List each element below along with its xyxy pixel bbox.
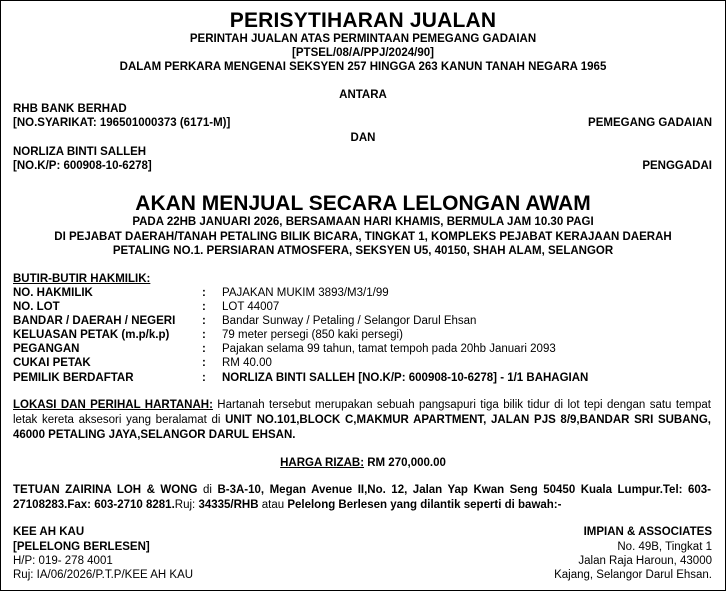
row-colon: : [202,301,206,313]
row-colon: : [202,372,206,384]
row-label: PEGANGAN [13,343,80,355]
chargor-name: NORLIZA BINTI SALLEH [13,146,147,158]
row-label: NO. HAKMILIK [13,287,93,299]
chargor-ic: [NO.K/P: 600908-10-6278] [13,160,152,172]
row-colon: : [202,315,206,327]
reserve-price-value: RM 270,000.00 [364,457,446,469]
chargee-role: PEMEGANG GADAIAN [588,117,712,129]
between-label: ANTARA [339,89,387,101]
row-value: PAJAKAN MUKIM 3893/M3/1/99 [222,287,389,299]
row-label: BANDAR / DAERAH / NEGERI [13,315,176,327]
notice-title: PERISYTIHARAN JUALAN [229,9,497,32]
location-text: Hartanah tersebut merupakan sebuah pangsapuri tiga bilik tidur di lot tepi dengan satu tempat letak kereta aksesori yang beralamat di [13,399,711,426]
chargor-role: PENGGADAI [642,160,712,172]
and-label: DAN [350,132,376,144]
auctioneer-title: [PELELONG BERLESEN] [13,541,150,553]
location-description [13,398,711,443]
solicitor-connector: di [197,484,218,496]
chargee-name: RHB BANK BERHAD [13,103,127,115]
row-value: Bandar Sunway / Petaling / Selangor Darul Ehsan [222,315,477,327]
row-value: LOT 44007 [222,301,280,313]
row-colon: : [202,287,206,299]
reserve-price-label: HARGA RIZAB: [280,457,365,469]
company-address-line1: No. 49B, Tingkat 1 [617,541,712,553]
reserve-price [1,456,725,471]
reference-number: [PTSEL/08/A/PPJ/2024/90] [292,47,434,59]
solicitor-address: B-3A-10, Megan Avenue II,No. 12, Jalan Yap Kwan Seng 50450 Kuala Lumpur.Tel: 603-27108283.Fax: 603-2710 8281. [13,484,711,511]
auction-venue-line2: PETALING NO.1. PERSIARAN ATMOSFERA, SEKSYEN U5, 40150, SHAH ALAM, SELANGOR [112,245,614,257]
row-label: CUKAI PETAK [13,357,91,369]
notice-subtitle: PERINTAH JUALAN ATAS PERMINTAAN PEMEGANG GADAIAN [189,33,537,45]
solicitor-firm: TETUAN ZAIRINA LOH & WONG [13,484,198,496]
row-label: KELUASAN PETAK (m.p/k.p) [13,329,170,341]
row-value: Pajakan selama 99 tahun, tamat tempoh pada 20hb Januari 2093 [222,343,556,355]
auctioneer-ref: Ruj: IA/06/2026/P.T.P/KEE AH KAU [13,569,194,581]
row-value: 79 meter persegi (850 kaki persegi) [222,329,403,341]
title-particulars-heading: BUTIR-BUTIR HAKMILIK: [13,273,151,285]
company-name: IMPIAN & ASSOCIATES [583,526,712,538]
solicitor-ref-label: Ruj: [174,499,199,511]
auction-date: PADA 22HB JANUARI 2026, BERSAMAAN HARI KHAMIS, BERMULA JAM 10.30 PAGI [132,216,594,228]
auction-venue-line1: DI PEJABAT DAERAH/TANAH PETALING BILIK BICARA, TINGKAT 1, KOMPLEKS PEJABAT KERAJAAN DAERAH [54,231,672,243]
row-label: NO. LOT [13,301,60,313]
auction-heading: AKAN MENJUAL SECARA LELONGAN AWAM [135,192,591,215]
company-address-line3: Kajang, Selangor Darul Ehsan. [554,569,712,581]
row-colon: : [202,343,206,355]
row-value: NORLIZA BINTI SALLEH [NO.K/P: 600908-10-6278] - 1/1 BAHAGIAN [222,372,589,384]
company-address-line2: Jalan Raja Haroun, 43000 [578,555,712,567]
row-value: RM 40.00 [222,357,272,369]
property-address: UNIT NO.101,BLOCK C,MAKMUR APARTMENT, JALAN PJS 8/9,BANDAR SRI SUBANG, 46000 PETALING JAYA,SELANGOR DARUL EHSAN. [13,414,711,441]
solicitor-ref: 34335/RHB [198,499,259,511]
chargee-registration: [NO.SYARIKAT: 196501000373 (6171-M)] [13,117,231,129]
auctioneer-phone: H/P: 019- 278 4001 [13,555,113,567]
auctioneer-name: KEE AH KAU [13,526,85,538]
solicitor-tail: Pelelong Berlesen yang dilantik seperti di bawah:- [287,499,562,511]
row-colon: : [202,329,206,341]
solicitor-or: atau [258,499,288,511]
location-label: LOKASI DAN PERIHAL HARTANAH: [13,399,213,411]
solicitors-info [13,483,711,513]
row-label: PEMILIK BERDAFTAR [13,372,134,384]
legal-matter: DALAM PERKARA MENGENAI SEKSYEN 257 HINGGA 263 KANUN TANAH NEGARA 1965 [119,61,607,73]
row-colon: : [202,357,206,369]
